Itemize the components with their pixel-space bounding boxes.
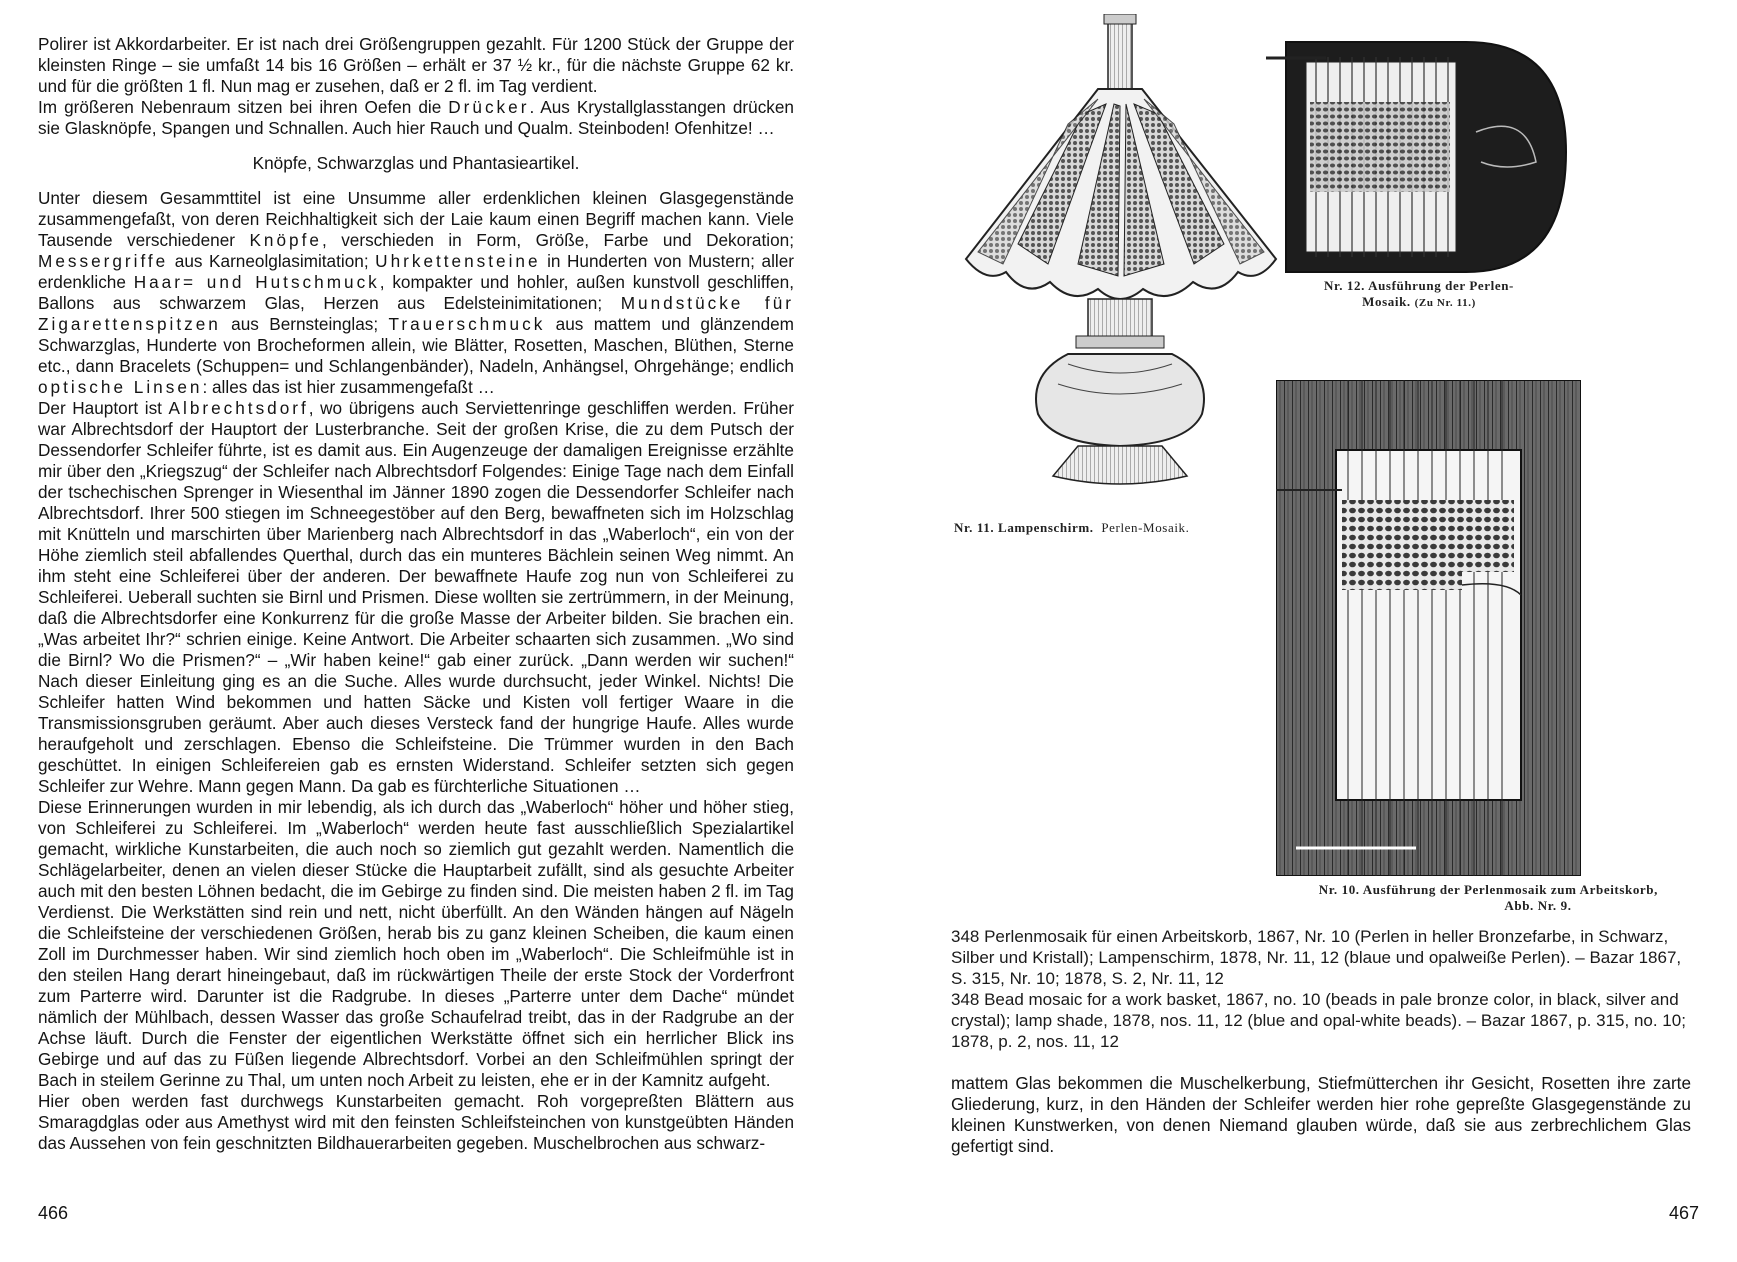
caption-line: Nr. 12. Ausführung der Perlen-: [1324, 278, 1514, 293]
text-run: : alles das ist hier zusammengefaßt …: [202, 377, 495, 397]
text-run: Unter diesem Gesammttitel ist eine Unsumme aller erdenklichen kleinen Glasgegenstände zusammengefaßt, von deren Reichhaltigkeit sich der Laie kaum einen Begriff machen kann. Viele Tausende verschiedener: [38, 188, 794, 250]
caption-nr-12: [1304, 278, 1534, 310]
spaced-term: Knöpfe: [249, 230, 322, 250]
caption-nr-11: [954, 520, 1254, 536]
right-page: [868, 0, 1737, 1262]
left-page: [0, 0, 868, 1262]
spaced-term: Messergriffe: [38, 251, 169, 271]
text-run: Der Hauptort ist: [38, 398, 169, 418]
left-text-column: [38, 34, 794, 1154]
text-run: Im größeren Nebenraum sitzen bei ihren Oefen die: [38, 97, 449, 117]
caption-line: Nr. 10. Ausführung der Perlenmosaik zum Arbeitskorb,: [1318, 882, 1658, 897]
section-heading: Knöpfe, Schwarzglas und Phantasieartikel.: [252, 153, 580, 173]
spaced-term: Trauerschmuck: [388, 314, 546, 334]
lampshade-illustration: [958, 14, 1288, 504]
text-run: aus mattem und glänzendem Schwarzglas, Hunderte von Brocheformen allein, wie Blätter, Rosetten, Maschen, Blüthen, Sterne etc., dann Bracelets (Schuppen= und Schlangenbänder), Nadeln, Anhängsel, Ohrgehänge; endlich: [38, 314, 794, 376]
text-run: . Aus Krystallglasstangen drücken sie Glasknöpfe, Spangen und Schnallen. Auch hier Rauch und Qualm. Steinboden! Ofenhitze! …: [38, 97, 794, 138]
caption-run: Mosaik.: [1362, 294, 1411, 309]
spaced-term: Mundstücke für Zigarettenspitzen: [38, 293, 794, 334]
paragraph-druecker: [38, 97, 794, 139]
caption-nr-10: [1298, 882, 1658, 914]
paragraph-polirer: Polirer ist Akkordarbeiter. Er ist nach drei Größengruppen gezahlt. Für 1200 Stück der Gruppe der kleinsten Ringe – sie umfaßt 14 bis 16 Größen – erhält er 37 ½ kr., für die nächste Gruppe 62 kr. und für die größten 1 fl. Nun mag er zusehen, daß er 2 fl. im Tag verdient.: [38, 34, 794, 96]
page-number-right: 467: [1668, 1203, 1699, 1223]
paragraph-gesammttitel: [38, 188, 794, 398]
text-run: aus Bernsteinglas;: [220, 314, 389, 334]
caption-run: Perlen-Mosaik.: [1101, 520, 1190, 535]
footnote-english: 348 Bead mosaic for a work basket, 1867, no. 10 (beads in pale bronze color, in black, silver and crystal); lamp shade, 1878, nos. 11, 12 (blue and opal-white beads). – Bazar 1867, p. 315, no. 10; 1878, p. 2, nos. 11, 12: [951, 990, 1686, 1051]
text-run: , kompakter und hohler, außen kunstvoll geschliffen, Ballons aus schwarzem Glas, Herzen aus Edelsteinimitationen;: [38, 272, 794, 313]
paragraph-erinnerungen: Diese Erinnerungen wurden in mir lebendig, als ich durch das „Waberloch“ höher und höher stieg, von Schleiferei zu Schleiferei. Im „Waberloch“ werden heute fast ausschließlich Spezialartikel gemacht, wirkliche Kunstarbeiten, die auch noch so ziemlich gut gezahlt werden. Namentlich die Schlägelarbeiter, denen an vielen dieser Stücke die Hauptarbeit zufällt, sind als gesuchte Arbeiter auch mit den besten Löhnen bedacht, die im Gebirge zu finden sind. Die meisten haben 2 fl. im Tag Verdienst. Die Werkstätten sind rein und nett, nicht überfüllt. An den Wänden hängen auf Nägeln die Schleifsteine der verschiedenen Größen, herab bis zu ganz kleinen Scheiben, die kaum einen Zoll im Durchmesser haben. Wir sind ziemlich hoch oben im „Waberloch“. Die Schleifmühle ist in den steilen Hang derart hineingebaut, daß im rückwärtigen Theile der erste Stock der Vorderfront zum Parterre wird. Darunter ist die Radgrube. In dieses „Parterre unter dem Dache“ mündet nämlich der Mühlbach, dessen Wasser das große Schaufelrad treibt, das in der Radgrube an der Achse läuft. Durch die Fenster der eigentlichen Werkstätte öffnet sich ein herrlicher Blick ins Gebirge und auf das zu Füßen liegende Albrechtsdorf. Vorbei an den Schleifmühlen springt der Bach in steilem Gerinne zu Thal, um unten noch Arbeit zu leisten, ehe er in der Kamnitz aufgeht.: [38, 797, 794, 1090]
footnote-348: [951, 926, 1691, 1052]
caption-line: [1304, 294, 1534, 310]
paragraph-hauptort: [38, 398, 794, 797]
spaced-term: Haar= und Hutschmuck: [133, 272, 380, 292]
caption-line: Abb. Nr. 9.: [1504, 898, 1572, 913]
continuation-text: [951, 1073, 1691, 1157]
page-number-left: 466: [38, 1203, 69, 1223]
spaced-term: Albrechtsdorf: [168, 398, 309, 418]
spaced-term: Drücker: [448, 97, 530, 117]
paragraph-kunstarbeiten: Hier oben werden fast durchwegs Kunstarbeiten gemacht. Roh vorgepreßten Blättern aus Smaragdglas oder aus Amethyst wird mit den feinsten Schleifsteinchen von kunstgeübten Händen das Aussehen von fein geschnitzten Bildhauerarbeiten gegeben. Muschelbrochen aus schwarz-: [38, 1091, 794, 1153]
spaced-term: optische Linsen: [38, 377, 203, 397]
text-run: , wo übrigens auch Serviettenringe geschliffen werden. Früher war Albrechtsdorf der Hauptort der Lusterbranche. Seit der großen Krise, die zu dem Putsch der Dessendorfer Schleifer führte, ist es damit aus. Ein Augenzeuge der damaligen Ereignisse erzählte mir über den „Kriegszug“ der Schleifer nach Albrechtsdorf Folgendes: Einige Tage nach dem Einfall der tschechischen Sprenger in Wiesenthal im Jänner 1890 zogen die Dessendorfer Schleifer nach Albrechtsdorf. Ihrer 500 stiegen im Schneegestöber auf den Berg, bewaffneten sich im Holzschlag mit Knütteln und marschirten über Marienberg nach Albrechtsdorf in das „Waberloch“, ein von der Höhe ziemlich steil abfallendes Querthal, durch das ein munteres Bächlein seinen Weg nimmt. An ihm steht eine Schleiferei über der anderen. Der bewaffnete Haufe zog nun von Schleiferei zu Schleiferei. Ueberall suchten sie Birnl und Prismen. Diese wollten sie zertrümmern, in der Meinung, daß die Albrechtsdorfer eine Konkurrenz für die große Masse der Arbeiter bilden. Sie brachen ein. „Was arbeitet Ihr?“ schrien einige. Keine Antwort. Die Arbeiter schaarten sich zusammen. „Wo sind die Birnl? Wo die Prismen?“ – „Wir haben keine!“ gab einer zurück. „Dann werden wir suchen!“ Nach dieser Einleitung ging es an die Suche. Alles wurde durchsucht, jeder Winkel. Nichts! Die Schleifer hatten Wind bekommen und hatten Säcke und Kisten voll fertiger Waare in die Transmissionsgruben geräumt. Aber auch dieses Versteck fand der hungrige Haufe. Alles wurde heraufgeholt und zerschlagen. Ebenso die Schleifsteine. Die Trümmer wurden in den Bach geschüttet. In einigen Schleifereien gab es ernsten Widerstand. Schleifer setzten sich gegen Schleifer zur Wehre. Mann gegen Mann. Da gab es fürchterliche Situationen …: [38, 398, 794, 796]
text-run: aus Karneolglasimitation;: [168, 251, 376, 271]
spaced-term: Uhrkettensteine: [375, 251, 541, 271]
paragraph-continuation: mattem Glas bekommen die Muschelkerbung, Stiefmütterchen ihr Gesicht, Rosetten ihre zarte Gliederung, kurz, in den Händen der Schleifer werden hier rohe gepreßte Glasgegenstände zu kleinen Kunstwerken, von denen Niemand glauben würde, daß sie aus zerbrechlichem Glas gefertigt sind.: [951, 1073, 1691, 1156]
text-run: in Hunderten von Mustern; aller erdenkliche: [38, 251, 794, 292]
caption-run: Nr. 11. Lampenschirm.: [954, 520, 1094, 535]
footnote-german: 348 Perlenmosaik für einen Arbeitskorb, 1867, Nr. 10 (Perlen in heller Bronzefarbe, in Schwarz, Silber und Kristall); Lampenschirm, 1878, Nr. 11, 12 (blaue und opalweiße Perlen). – Bazar 1867, S. 315, Nr. 10; 1878, S. 2, Nr. 11, 12: [951, 927, 1682, 988]
work-basket-mosaic-illustration: [1276, 380, 1581, 876]
text-run: , verschieden in Form, Größe, Farbe und Dekoration;: [321, 230, 794, 250]
caption-run: (Zu Nr. 11.): [1414, 297, 1476, 309]
bead-mosaic-detail-illustration: [1266, 22, 1572, 300]
